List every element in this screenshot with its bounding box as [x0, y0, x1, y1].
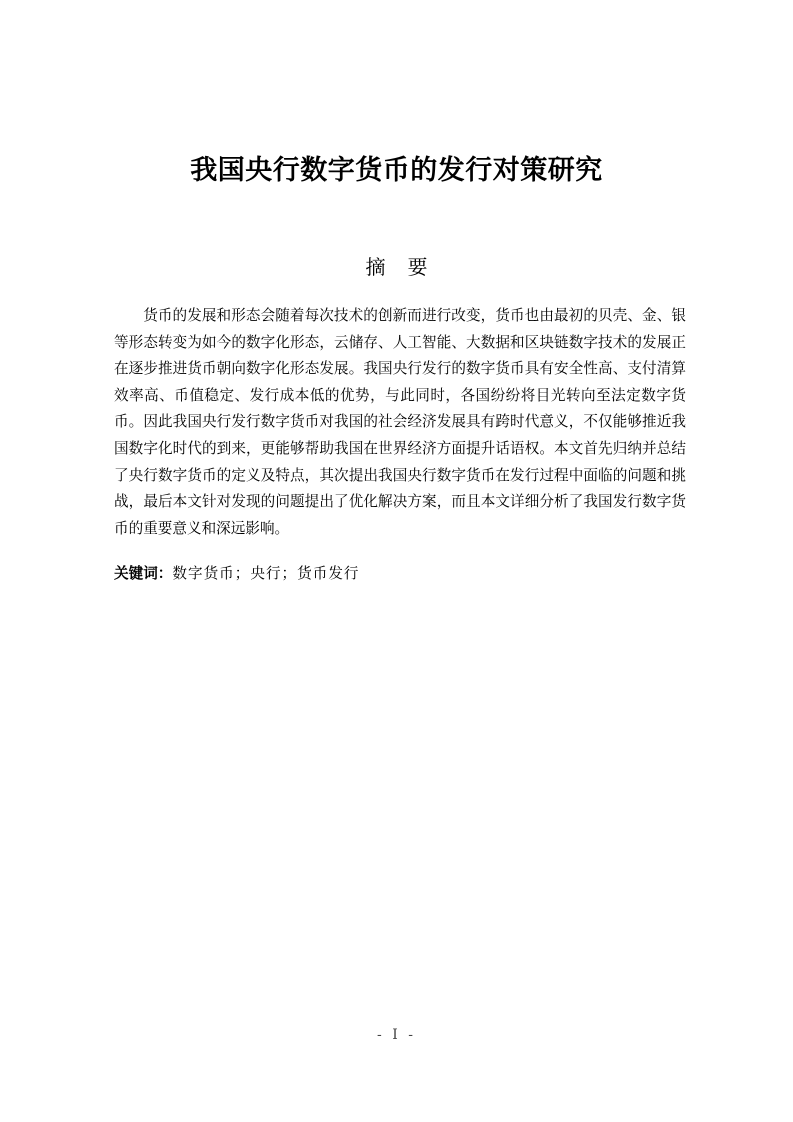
keywords-label: 关键词： [114, 565, 173, 582]
page-number: - I - [377, 1027, 416, 1043]
document-title: 我国央行数字货币的发行对策研究 [190, 155, 603, 186]
keywords-line [114, 562, 686, 586]
abstract-heading: 摘要 [365, 255, 450, 279]
abstract-paragraph: 货币的发展和形态会随着每次技术的创新而进行改变，货币也由最初的贝壳、金、银等形态转变为如今的数字化形态，云储存、人工智能、大数据和区块链数字技术的发展正在逐步推进货币朝向数字化形态发展。我国央行发行的数字货币具有安全性高、支付清算效率高、币值稳定、发行成本低的优势，与此同时，各国纷纷将目光转向至法定数字货币。因此我国央行发行数字货币对我国的社会经济发展具有跨时代意义，不仅能够推近我国数字化时代的到来，更能够帮助我国在世界经济方面提升话语权。本文首先归纳并总结了央行数字货币的定义及特点，其次提出我国央行数字货币在发行过程中面临的问题和挑战，最后本文针对发现的问题提出了优化解决方案，而且本文详细分析了我国发行数字货币的重要意义和深远影响。 [114, 307, 686, 537]
keywords-value: 数字货币；央行；货币发行 [172, 565, 360, 582]
